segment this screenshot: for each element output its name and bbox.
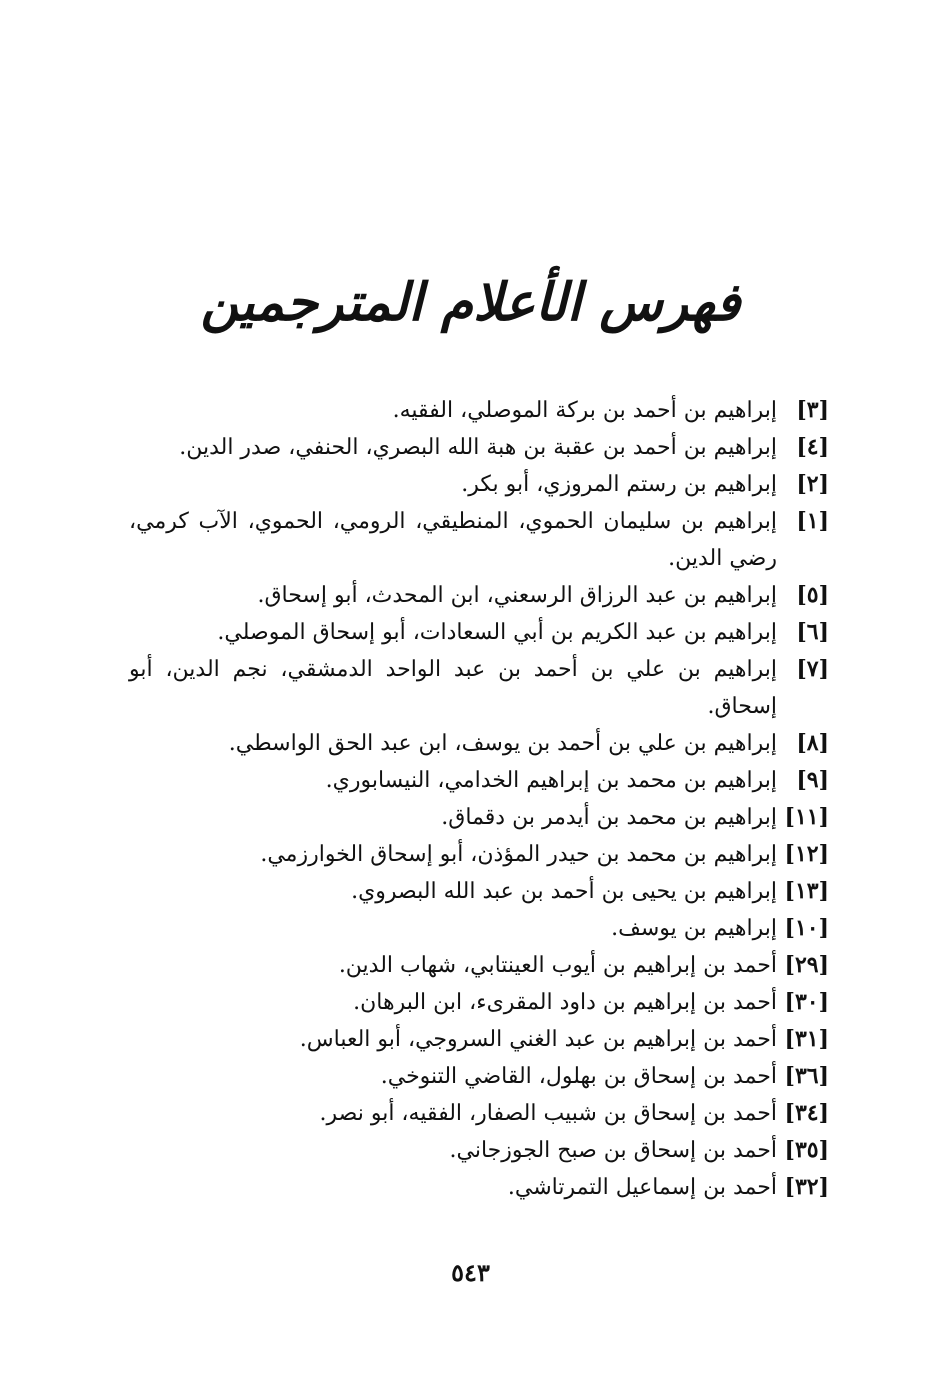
index-entry <box>129 466 829 503</box>
page-title: فهرس الأعلام المترجمين <box>200 272 741 333</box>
entry-number: [٣٥] <box>784 1137 829 1163</box>
entry-name: إبراهيم بن علي بن أحمد بن يوسف، ابن عبد الحق الواسطي. <box>228 731 777 756</box>
index-entry <box>129 1132 829 1169</box>
index-entry <box>129 614 829 651</box>
entry-number: [١١] <box>784 804 829 830</box>
entry-name: إبراهيم بن علي بن أحمد بن عبد الواحد الدمشقي، نجم الدين، أبو إسحاق. <box>129 657 777 719</box>
entry-name: أحمد بن إسحاق بن بهلول، القاضي التنوخي. <box>380 1064 777 1089</box>
index-entry <box>129 910 829 947</box>
entry-number: [٢٩] <box>784 952 829 978</box>
index-entry <box>129 762 829 799</box>
entry-number: [٣٤] <box>784 1100 829 1126</box>
index-entry <box>129 1058 829 1095</box>
entry-name: إبراهيم بن سليمان الحموي، المنطيقي، الرومي، الحموي، الآب كرمي، رضي الدين. <box>129 509 777 571</box>
entry-name: إبراهيم بن عبد الكريم بن أبي السعادات، أبو إسحاق الموصلي. <box>217 620 777 645</box>
entry-number: [٣٦] <box>784 1063 829 1089</box>
entry-name: إبراهيم بن أحمد بن بركة الموصلي، الفقيه. <box>392 398 777 423</box>
index-entry <box>129 651 829 725</box>
index-entry <box>129 1095 829 1132</box>
entry-name: إبراهيم بن يوسف. <box>611 916 777 941</box>
index-entry <box>129 725 829 762</box>
index-entries-list <box>129 392 829 1206</box>
entry-number: [٣] <box>796 397 829 423</box>
index-entry <box>129 836 829 873</box>
entry-number: [٣٢] <box>784 1174 829 1200</box>
entry-name: أحمد بن إسحاق بن صبح الجوزجاني. <box>449 1138 777 1163</box>
entry-number: [١] <box>796 508 829 534</box>
entry-number: [٩] <box>796 767 829 793</box>
entry-name: إبراهيم بن رستم المروزي، أبو بكر. <box>461 472 777 497</box>
index-entry <box>129 1021 829 1058</box>
entry-number: [٦] <box>796 619 829 645</box>
entry-number: [٤] <box>796 434 829 460</box>
entry-number: [٧] <box>796 656 829 682</box>
entry-name: أحمد بن إبراهيم بن أيوب العينتابي، شهاب الدين. <box>338 953 777 978</box>
entry-name: إبراهيم بن محمد بن إبراهيم الخدامي، النيسابوري. <box>325 768 777 793</box>
index-entry <box>129 1169 829 1206</box>
index-entry <box>129 503 829 577</box>
index-entry <box>129 984 829 1021</box>
entry-name: إبراهيم بن محمد بن حيدر المؤذن، أبو إسحاق الخوارزمي. <box>260 842 777 867</box>
entry-number: [١٣] <box>784 878 829 904</box>
entry-name: إبراهيم بن عبد الرزاق الرسعني، ابن المحدث، أبو إسحاق. <box>257 583 777 608</box>
entry-name: أحمد بن إسحاق بن شبيب الصفار، الفقيه، أبو نصر. <box>319 1101 777 1126</box>
entry-name: أحمد بن إبراهيم بن داود المقرىء، ابن البرهان. <box>353 990 777 1015</box>
entry-name: أحمد بن إبراهيم بن عبد الغني السروجي، أبو العباس. <box>299 1027 777 1052</box>
entry-name: إبراهيم بن يحيى بن أحمد بن عبد الله البصروي. <box>351 879 777 904</box>
entry-name: أحمد بن إسماعيل التمرتاشي. <box>507 1175 777 1200</box>
entry-name: إبراهيم بن محمد بن أيدمر بن دقماق. <box>441 805 777 830</box>
index-entry <box>129 799 829 836</box>
entry-number: [٥] <box>796 582 829 608</box>
entry-name: إبراهيم بن أحمد بن عقبة بن هبة الله البصري، الحنفي، صدر الدين. <box>179 435 777 460</box>
entry-number: [٣١] <box>784 1026 829 1052</box>
index-entry <box>129 392 829 429</box>
page-number: ٥٤٣ <box>451 1258 490 1287</box>
index-entry <box>129 873 829 910</box>
entry-number: [١٢] <box>784 841 829 867</box>
index-entry <box>129 577 829 614</box>
entry-number: [٣٠] <box>784 989 829 1015</box>
index-entry <box>129 947 829 984</box>
entry-number: [٢] <box>796 471 829 497</box>
entry-number: [١٠] <box>784 915 829 941</box>
entry-number: [٨] <box>796 730 829 756</box>
index-entry <box>129 429 829 466</box>
